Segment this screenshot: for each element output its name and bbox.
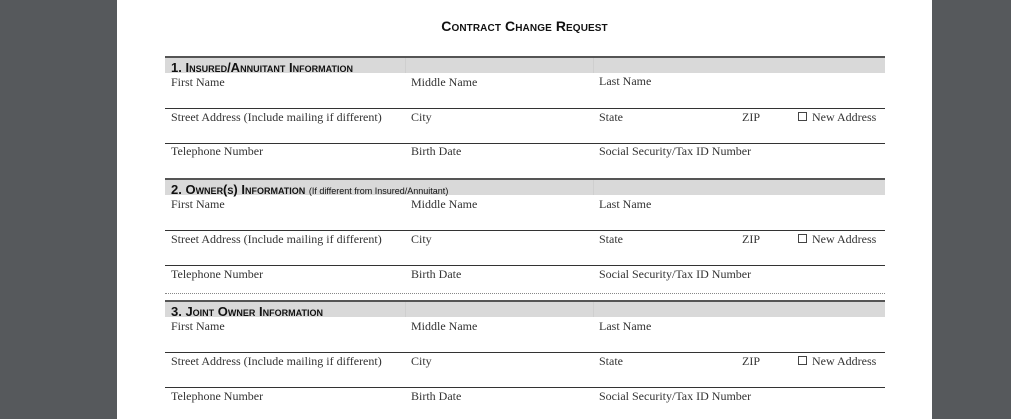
row-divider (165, 387, 885, 388)
row-divider (165, 143, 885, 144)
city-field[interactable]: City (411, 110, 432, 124)
street-address-field[interactable]: Street Address (Include mailing if different) (171, 110, 382, 124)
zip-field[interactable]: ZIP (742, 354, 760, 368)
checkbox-icon[interactable] (798, 112, 807, 121)
new-address-label: New Address (812, 110, 877, 124)
document-title: Contract Change Request (441, 18, 608, 34)
zip-field[interactable]: ZIP (742, 232, 760, 246)
section-heading (165, 300, 885, 317)
city-field[interactable]: City (411, 232, 432, 246)
row-divider (165, 265, 885, 266)
new-address-checkbox[interactable] (798, 110, 876, 125)
last-name-field[interactable]: Last Name (599, 197, 652, 211)
new-address-label: New Address (812, 232, 877, 246)
column-divider (593, 180, 594, 195)
checkbox-icon[interactable] (798, 356, 807, 365)
city-field[interactable]: City (411, 354, 432, 368)
document-page (117, 0, 932, 419)
checkbox-icon[interactable] (798, 234, 807, 243)
row-divider (165, 108, 885, 109)
birth-date-field[interactable]: Birth Date (411, 144, 462, 158)
column-divider (593, 58, 594, 73)
state-field[interactable]: State (599, 232, 623, 246)
section-heading (165, 56, 885, 73)
section-heading-text: 3. Joint Owner Information (171, 304, 323, 319)
new-address-label: New Address (812, 354, 877, 368)
ssn-field[interactable]: Social Security/Tax ID Number (599, 389, 752, 403)
section-heading-text: 2. Owner(s) Information (171, 182, 306, 197)
state-field[interactable]: State (599, 354, 623, 368)
first-name-field[interactable]: First Name (171, 75, 225, 89)
first-name-field[interactable]: First Name (171, 319, 225, 333)
column-divider (405, 58, 406, 73)
ssn-field[interactable]: Social Security/Tax ID Number (599, 267, 752, 281)
birth-date-field[interactable]: Birth Date (411, 389, 462, 403)
telephone-field[interactable]: Telephone Number (171, 267, 264, 281)
middle-name-field[interactable]: Middle Name (411, 197, 478, 211)
ssn-field[interactable]: Social Security/Tax ID Number (599, 144, 752, 158)
birth-date-field[interactable]: Birth Date (411, 267, 462, 281)
middle-name-field[interactable]: Middle Name (411, 75, 478, 89)
street-address-field[interactable]: Street Address (Include mailing if different) (171, 354, 382, 368)
street-address-field[interactable]: Street Address (Include mailing if different) (171, 232, 382, 246)
column-divider (405, 302, 406, 317)
column-divider (593, 302, 594, 317)
last-name-field[interactable]: Last Name (599, 74, 652, 88)
last-name-field[interactable]: Last Name (599, 319, 652, 333)
section-heading (165, 178, 885, 195)
new-address-checkbox[interactable] (798, 232, 876, 247)
telephone-field[interactable]: Telephone Number (171, 389, 264, 403)
telephone-field[interactable]: Telephone Number (171, 144, 264, 158)
new-address-checkbox[interactable] (798, 354, 876, 369)
section-heading-text: 1. Insured/Annuitant Information (171, 60, 353, 75)
row-divider (165, 293, 885, 294)
row-divider (165, 352, 885, 353)
row-divider (165, 230, 885, 231)
first-name-field[interactable]: First Name (171, 197, 225, 211)
middle-name-field[interactable]: Middle Name (411, 319, 478, 333)
state-field[interactable]: State (599, 110, 623, 124)
section-heading-note: (If different from Insured/Annuitant) (308, 186, 449, 196)
zip-field[interactable]: ZIP (742, 110, 760, 124)
